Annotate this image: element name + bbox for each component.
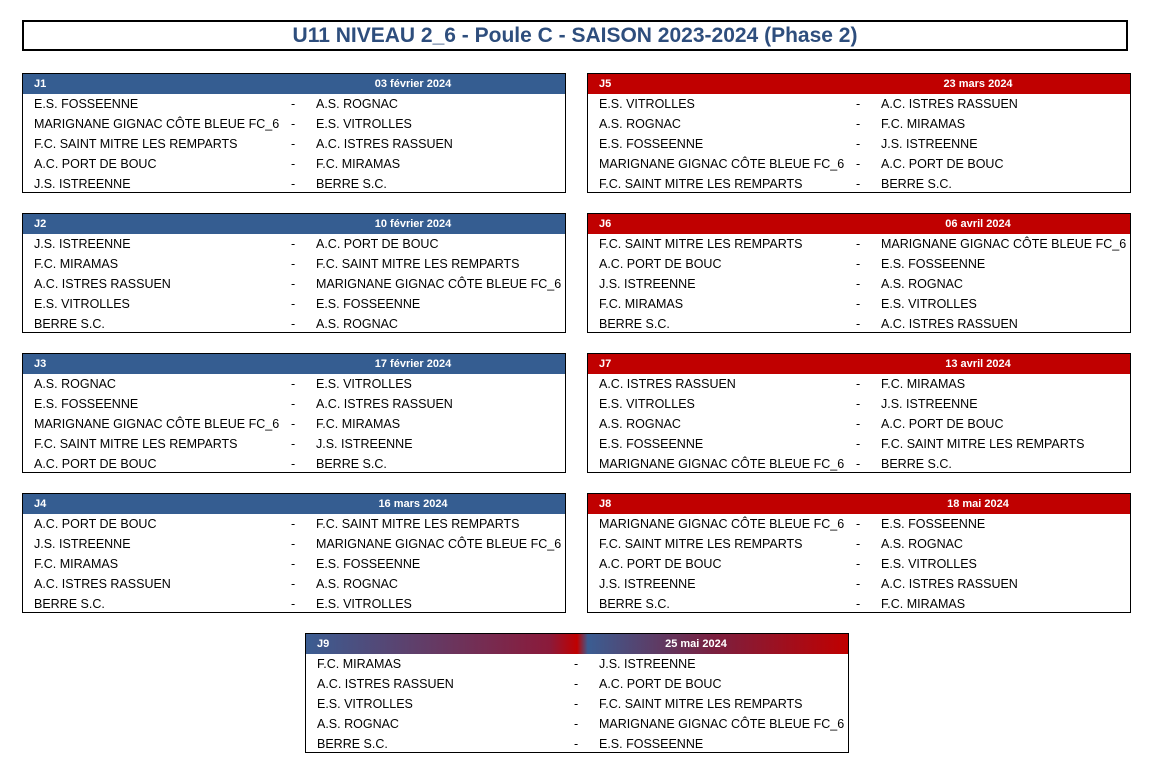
away-team: BERRE S.C. (881, 177, 952, 191)
home-team: F.C. MIRAMAS (317, 657, 402, 671)
round-header (306, 634, 848, 654)
match-separator: - (291, 157, 296, 171)
round-label: J6 (599, 218, 612, 230)
home-team: BERRE S.C. (34, 317, 105, 331)
away-team: F.C. MIRAMAS (316, 417, 401, 431)
away-team: A.S. ROGNAC (881, 537, 963, 551)
home-team: E.S. FOSSEENNE (599, 137, 704, 151)
match-separator: - (856, 137, 861, 151)
away-team: E.S. FOSSEENNE (599, 737, 704, 751)
away-team: E.S. FOSSEENNE (881, 257, 986, 271)
match-separator: - (856, 277, 861, 291)
match-separator: - (291, 237, 296, 251)
round-block-j4 (22, 493, 566, 613)
match-row (23, 94, 565, 114)
match-row (588, 414, 1130, 434)
round-label: J3 (34, 358, 47, 370)
home-team: E.S. VITROLLES (599, 97, 695, 111)
match-separator: - (291, 297, 296, 311)
round-label: J1 (34, 78, 47, 90)
match-separator: - (574, 717, 579, 731)
home-team: A.C. PORT DE BOUC (34, 157, 157, 171)
match-separator: - (291, 177, 296, 191)
away-team: J.S. ISTREENNE (881, 397, 978, 411)
home-team: F.C. SAINT MITRE LES REMPARTS (599, 237, 803, 251)
round-label: J9 (317, 638, 330, 650)
home-team: F.C. MIRAMAS (599, 297, 684, 311)
away-team: J.S. ISTREENNE (316, 437, 413, 451)
home-team: E.S. VITROLLES (599, 397, 695, 411)
home-team: A.C. ISTRES RASSUEN (317, 677, 454, 691)
match-row (23, 134, 565, 154)
match-separator: - (856, 557, 861, 571)
home-team: A.C. PORT DE BOUC (599, 257, 722, 271)
match-separator: - (291, 537, 296, 551)
away-team: A.C. ISTRES RASSUEN (881, 577, 1018, 591)
match-row (588, 554, 1130, 574)
match-separator: - (291, 257, 296, 271)
match-separator: - (291, 597, 296, 611)
match-separator: - (856, 317, 861, 331)
home-team: E.S. FOSSEENNE (599, 437, 704, 451)
match-separator: - (856, 517, 861, 531)
away-team: F.C. SAINT MITRE LES REMPARTS (599, 697, 803, 711)
match-row (23, 294, 565, 314)
away-team: F.C. MIRAMAS (881, 377, 966, 391)
round-date: 23 mars 2024 (943, 78, 1013, 90)
away-team: E.S. VITROLLES (316, 597, 412, 611)
home-team: E.S. VITROLLES (317, 697, 413, 711)
match-separator: - (856, 257, 861, 271)
home-team: MARIGNANE GIGNAC CÔTE BLEUE FC_6 (599, 457, 845, 471)
round-label: J2 (34, 218, 47, 230)
home-team: F.C. SAINT MITRE LES REMPARTS (34, 137, 238, 151)
away-team: BERRE S.C. (316, 457, 387, 471)
away-team: MARIGNANE GIGNAC CÔTE BLEUE FC_6 (316, 537, 562, 551)
match-row (588, 594, 1130, 614)
match-row (306, 654, 848, 674)
match-row (23, 274, 565, 294)
round-date: 16 mars 2024 (378, 498, 448, 510)
match-separator: - (574, 737, 579, 751)
home-team: J.S. ISTREENNE (34, 237, 131, 251)
match-row (588, 574, 1130, 594)
round-block-j5 (587, 73, 1131, 193)
away-team: J.S. ISTREENNE (881, 137, 978, 151)
home-team: F.C. MIRAMAS (34, 557, 119, 571)
home-team: A.S. ROGNAC (599, 417, 681, 431)
round-header (588, 494, 1130, 514)
away-team: A.C. ISTRES RASSUEN (881, 317, 1018, 331)
match-row (23, 114, 565, 134)
home-team: MARIGNANE GIGNAC CÔTE BLEUE FC_6 (599, 517, 845, 531)
home-team: J.S. ISTREENNE (34, 537, 131, 551)
away-team: A.C. ISTRES RASSUEN (316, 397, 453, 411)
away-team: BERRE S.C. (316, 177, 387, 191)
match-separator: - (856, 297, 861, 311)
home-team: J.S. ISTREENNE (599, 277, 696, 291)
away-team: A.C. PORT DE BOUC (881, 417, 1004, 431)
match-separator: - (856, 97, 861, 111)
round-header (23, 494, 565, 514)
match-separator: - (291, 557, 296, 571)
match-separator: - (574, 657, 579, 671)
home-team: E.S. FOSSEENNE (34, 397, 139, 411)
match-row (23, 574, 565, 594)
match-row (23, 434, 565, 454)
away-team: E.S. VITROLLES (881, 297, 977, 311)
round-label: J8 (599, 498, 612, 510)
round-date: 18 mai 2024 (947, 498, 1009, 510)
round-label: J4 (34, 498, 47, 510)
round-block-j2 (22, 213, 566, 333)
home-team: A.C. ISTRES RASSUEN (34, 277, 171, 291)
away-team: A.S. ROGNAC (316, 577, 398, 591)
round-header (588, 74, 1130, 94)
match-row (306, 714, 848, 734)
match-row (23, 554, 565, 574)
round-date: 17 février 2024 (374, 358, 452, 370)
home-team: BERRE S.C. (34, 597, 105, 611)
round-header (588, 214, 1130, 234)
match-row (23, 254, 565, 274)
round-block-j6 (587, 213, 1131, 333)
match-separator: - (856, 417, 861, 431)
match-row (23, 414, 565, 434)
away-team: A.S. ROGNAC (316, 317, 398, 331)
round-date: 10 février 2024 (374, 218, 452, 230)
match-separator: - (856, 537, 861, 551)
home-team: A.C. ISTRES RASSUEN (599, 377, 736, 391)
home-team: BERRE S.C. (599, 317, 670, 331)
round-header (23, 354, 565, 374)
home-team: A.S. ROGNAC (34, 377, 116, 391)
round-date: 06 avril 2024 (945, 218, 1011, 230)
away-team: E.S. VITROLLES (316, 377, 412, 391)
away-team: MARIGNANE GIGNAC CÔTE BLEUE FC_6 (881, 237, 1127, 251)
round-block-j8 (587, 493, 1131, 613)
match-separator: - (856, 117, 861, 131)
match-separator: - (856, 437, 861, 451)
away-team: J.S. ISTREENNE (599, 657, 696, 671)
match-row (23, 534, 565, 554)
home-team: BERRE S.C. (317, 737, 388, 751)
away-team: E.S. VITROLLES (881, 557, 977, 571)
match-separator: - (856, 577, 861, 591)
round-header (23, 214, 565, 234)
round-block-j7 (587, 353, 1131, 473)
match-row (588, 294, 1130, 314)
match-separator: - (856, 457, 861, 471)
away-team: MARIGNANE GIGNAC CÔTE BLEUE FC_6 (316, 277, 562, 291)
away-team: E.S. VITROLLES (316, 117, 412, 131)
home-team: A.C. ISTRES RASSUEN (34, 577, 171, 591)
match-separator: - (856, 397, 861, 411)
match-row (23, 174, 565, 194)
away-team: F.C. SAINT MITRE LES REMPARTS (316, 517, 520, 531)
round-label: J7 (599, 358, 612, 370)
match-separator: - (856, 597, 861, 611)
away-team: A.S. ROGNAC (316, 97, 398, 111)
round-label: J5 (599, 78, 612, 90)
away-team: F.C. MIRAMAS (881, 597, 966, 611)
match-row (588, 374, 1130, 394)
home-team: A.C. PORT DE BOUC (34, 457, 157, 471)
match-separator: - (856, 377, 861, 391)
round-date: 03 février 2024 (374, 78, 452, 90)
home-team: J.S. ISTREENNE (599, 577, 696, 591)
away-team: A.C. PORT DE BOUC (599, 677, 722, 691)
match-row (588, 454, 1130, 474)
away-team: A.C. PORT DE BOUC (881, 157, 1004, 171)
round-block-j3 (22, 353, 566, 473)
match-separator: - (291, 417, 296, 431)
home-team: A.S. ROGNAC (599, 117, 681, 131)
match-separator: - (856, 177, 861, 191)
away-team: F.C. MIRAMAS (881, 117, 966, 131)
away-team: F.C. SAINT MITRE LES REMPARTS (316, 257, 520, 271)
round-date: 13 avril 2024 (945, 358, 1011, 370)
match-row (23, 154, 565, 174)
away-team: F.C. MIRAMAS (316, 157, 401, 171)
match-separator: - (291, 397, 296, 411)
match-row (588, 514, 1130, 534)
home-team: F.C. SAINT MITRE LES REMPARTS (34, 437, 238, 451)
away-team: MARIGNANE GIGNAC CÔTE BLEUE FC_6 (599, 717, 845, 731)
home-team: E.S. FOSSEENNE (34, 97, 139, 111)
round-header (588, 354, 1130, 374)
match-separator: - (291, 457, 296, 471)
home-team: A.C. PORT DE BOUC (599, 557, 722, 571)
match-separator: - (291, 437, 296, 451)
home-team: F.C. SAINT MITRE LES REMPARTS (599, 537, 803, 551)
match-row (588, 234, 1130, 254)
match-separator: - (856, 237, 861, 251)
match-row (588, 114, 1130, 134)
home-team: F.C. SAINT MITRE LES REMPARTS (599, 177, 803, 191)
match-row (588, 174, 1130, 194)
match-row (23, 394, 565, 414)
match-separator: - (574, 677, 579, 691)
match-row (23, 234, 565, 254)
match-separator: - (291, 517, 296, 531)
match-separator: - (291, 577, 296, 591)
away-team: F.C. SAINT MITRE LES REMPARTS (881, 437, 1085, 451)
match-separator: - (291, 277, 296, 291)
match-row (23, 374, 565, 394)
match-row (588, 314, 1130, 334)
match-row (23, 454, 565, 474)
match-row (588, 274, 1130, 294)
match-separator: - (856, 157, 861, 171)
home-team: BERRE S.C. (599, 597, 670, 611)
home-team: E.S. VITROLLES (34, 297, 130, 311)
away-team: A.C. ISTRES RASSUEN (316, 137, 453, 151)
round-block-j1 (22, 73, 566, 193)
match-row (588, 254, 1130, 274)
match-row (588, 394, 1130, 414)
match-separator: - (291, 317, 296, 331)
match-row (306, 694, 848, 714)
away-team: A.C. PORT DE BOUC (316, 237, 439, 251)
away-team: E.S. FOSSEENNE (881, 517, 986, 531)
match-row (306, 734, 848, 754)
match-row (588, 134, 1130, 154)
home-team: A.C. PORT DE BOUC (34, 517, 157, 531)
match-row (23, 594, 565, 614)
away-team: A.S. ROGNAC (881, 277, 963, 291)
match-separator: - (291, 377, 296, 391)
match-row (588, 154, 1130, 174)
match-row (23, 514, 565, 534)
match-separator: - (291, 97, 296, 111)
match-row (588, 94, 1130, 114)
match-separator: - (291, 117, 296, 131)
match-row (588, 434, 1130, 454)
home-team: A.S. ROGNAC (317, 717, 399, 731)
home-team: J.S. ISTREENNE (34, 177, 131, 191)
match-separator: - (291, 137, 296, 151)
match-row (306, 674, 848, 694)
round-header (23, 74, 565, 94)
match-separator: - (574, 697, 579, 711)
away-team: E.S. FOSSEENNE (316, 297, 421, 311)
match-row (23, 314, 565, 334)
match-row (588, 534, 1130, 554)
page-title: U11 NIVEAU 2_6 - Poule C - SAISON 2023-2024 (Phase 2) (22, 20, 1128, 51)
round-date: 25 mai 2024 (665, 638, 727, 650)
home-team: MARIGNANE GIGNAC CÔTE BLEUE FC_6 (599, 157, 845, 171)
home-team: MARIGNANE GIGNAC CÔTE BLEUE FC_6 (34, 117, 280, 131)
away-team: A.C. ISTRES RASSUEN (881, 97, 1018, 111)
away-team: BERRE S.C. (881, 457, 952, 471)
away-team: E.S. FOSSEENNE (316, 557, 421, 571)
round-block-j9 (305, 633, 849, 753)
home-team: F.C. MIRAMAS (34, 257, 119, 271)
home-team: MARIGNANE GIGNAC CÔTE BLEUE FC_6 (34, 417, 280, 431)
